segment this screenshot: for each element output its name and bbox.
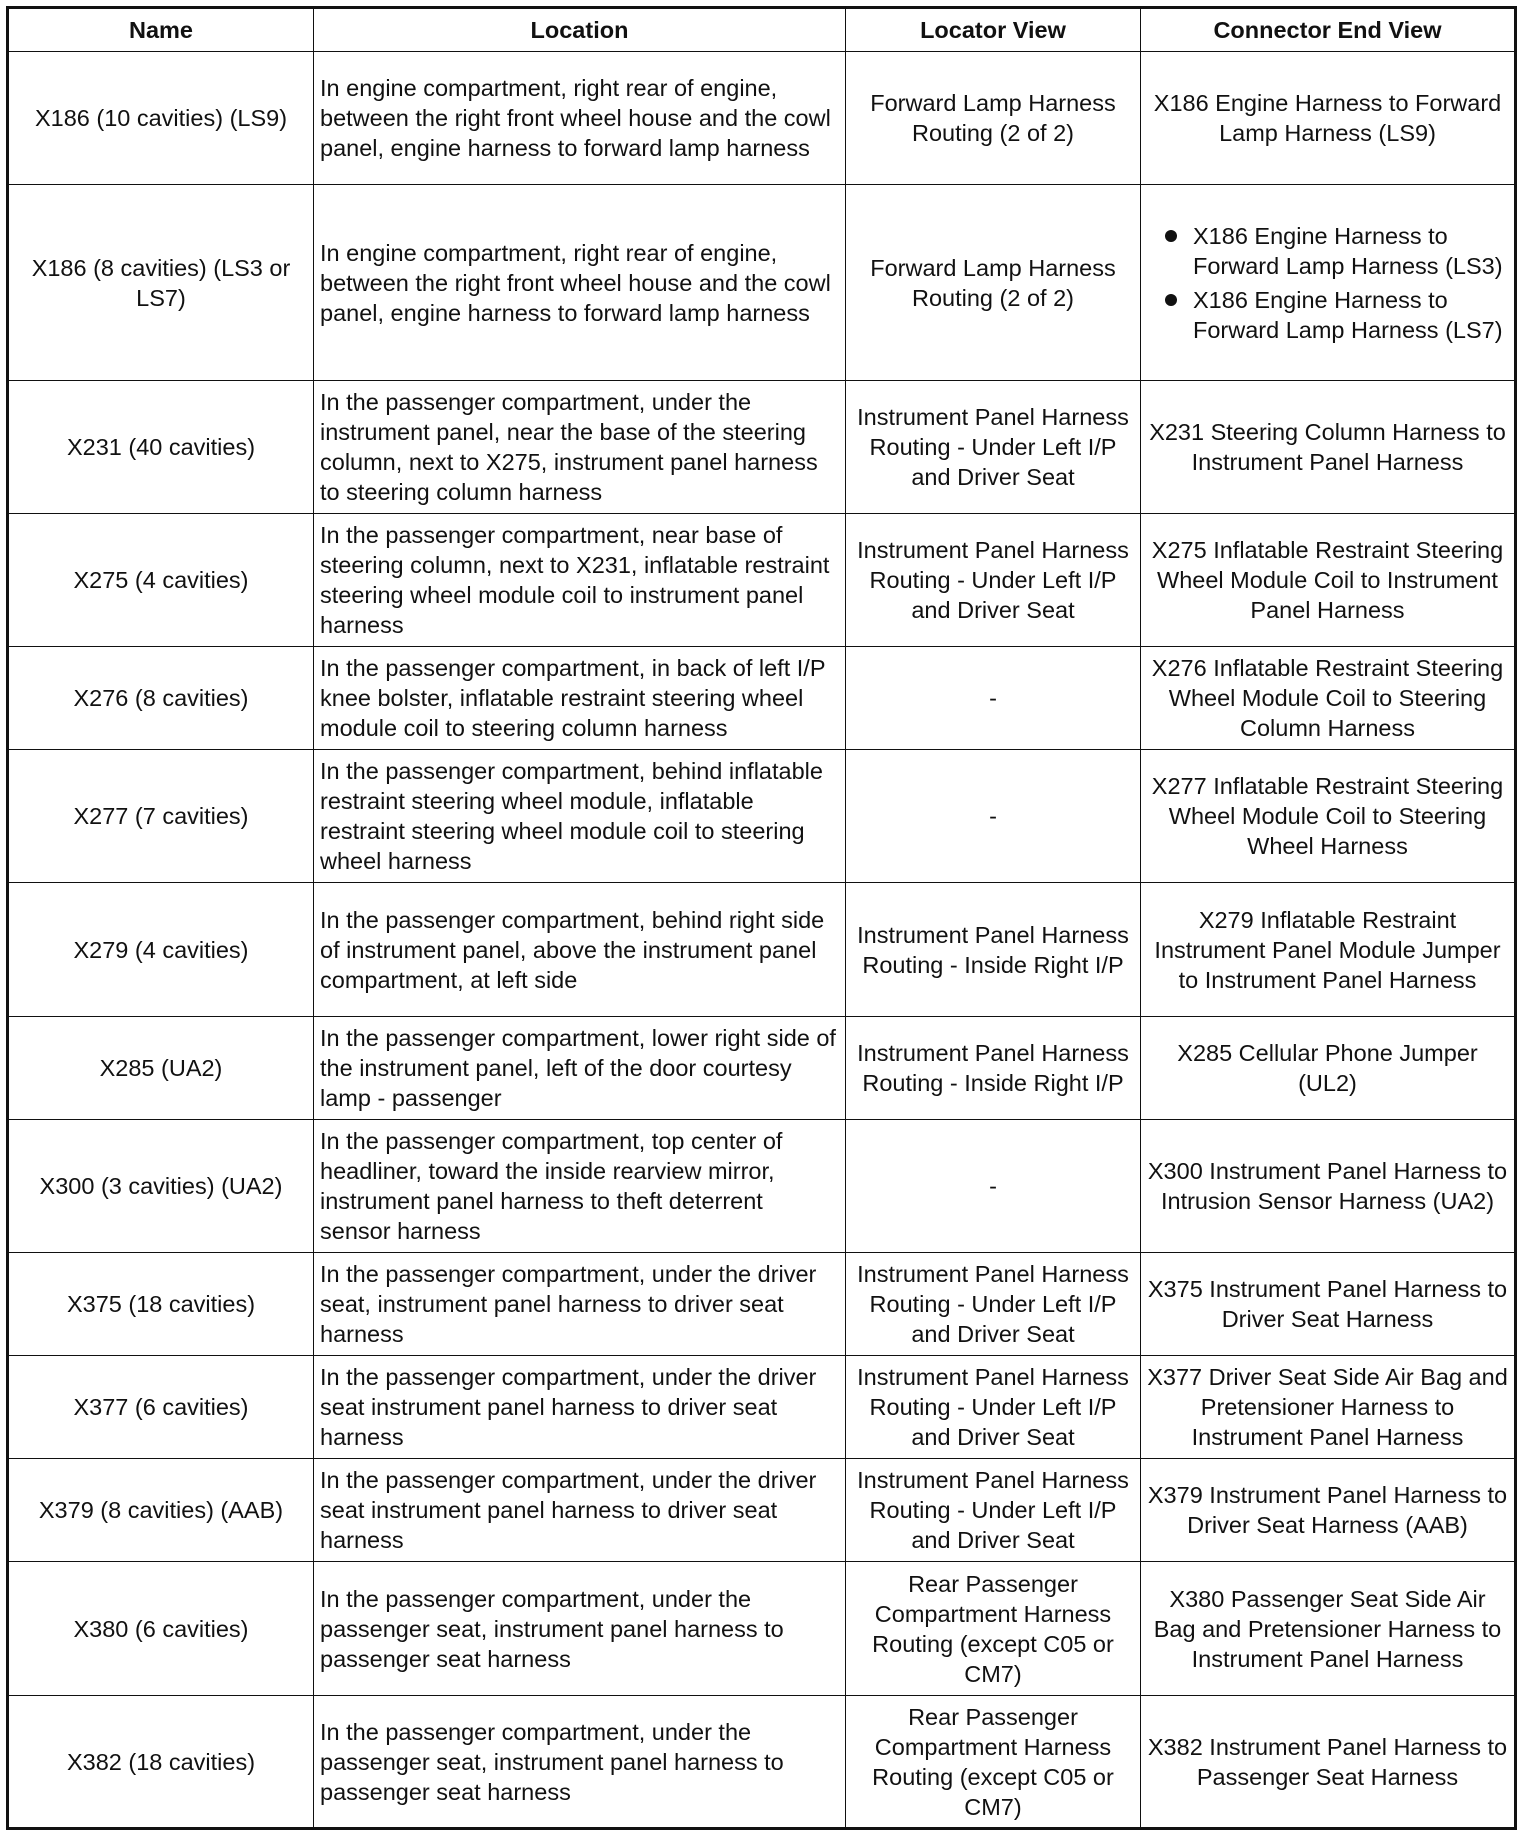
column-header-name: Name [8, 8, 314, 52]
table-row [8, 52, 1516, 185]
connector-end-view: X300 Instrument Panel Harness to Intrusion Sensor Harness (UA2) [1141, 1120, 1516, 1253]
connector-name: X279 (4 cavities) [8, 883, 314, 1017]
table-header-row [8, 8, 1516, 52]
table-row [8, 1562, 1516, 1696]
connector-end-view: X375 Instrument Panel Harness to Driver Seat Harness [1141, 1253, 1516, 1356]
connector-name: X375 (18 cavities) [8, 1253, 314, 1356]
locator-view: Instrument Panel Harness Routing - Inside Right I/P [846, 1017, 1141, 1120]
connector-location: In the passenger compartment, under the driver seat, instrument panel harness to driver seat harness [314, 1253, 846, 1356]
connector-location: In the passenger compartment, lower right side of the instrument panel, left of the door courtesy lamp - passenger [314, 1017, 846, 1120]
connector-end-view: X382 Instrument Panel Harness to Passenger Seat Harness [1141, 1696, 1516, 1829]
connector-end-view: X285 Cellular Phone Jumper (UL2) [1141, 1017, 1516, 1120]
connector-location: In the passenger compartment, under the driver seat instrument panel harness to driver seat harness [314, 1459, 846, 1562]
locator-view: - [846, 750, 1141, 883]
table-row [8, 381, 1516, 514]
connector-end-view: X380 Passenger Seat Side Air Bag and Pretensioner Harness to Instrument Panel Harness [1141, 1562, 1516, 1696]
table-row [8, 883, 1516, 1017]
column-header-locator-view: Locator View [846, 8, 1141, 52]
connector-end-view [1141, 185, 1516, 381]
table-row [8, 1356, 1516, 1459]
connector-location: In the passenger compartment, behind right side of instrument panel, above the instrument panel compartment, at left side [314, 883, 846, 1017]
column-header-location: Location [314, 8, 846, 52]
connector-end-view: X231 Steering Column Harness to Instrument Panel Harness [1141, 381, 1516, 514]
connector-table [6, 6, 1517, 1830]
locator-view: Instrument Panel Harness Routing - Under Left I/P and Driver Seat [846, 514, 1141, 647]
table-row [8, 185, 1516, 381]
connector-name: X275 (4 cavities) [8, 514, 314, 647]
connector-end-view-list [1147, 221, 1508, 345]
connector-location: In the passenger compartment, behind inflatable restraint steering wheel module, inflatable restraint steering wheel module coil to steering wheel harness [314, 750, 846, 883]
list-item [1147, 221, 1508, 281]
connector-end-view: X277 Inflatable Restraint Steering Wheel Module Coil to Steering Wheel Harness [1141, 750, 1516, 883]
locator-view: Rear Passenger Compartment Harness Routing (except C05 or CM7) [846, 1562, 1141, 1696]
table-row [8, 1253, 1516, 1356]
connector-location: In engine compartment, right rear of engine, between the right front wheel house and the cowl panel, engine harness to forward lamp harness [314, 185, 846, 381]
connector-name: X382 (18 cavities) [8, 1696, 314, 1829]
connector-end-view: X377 Driver Seat Side Air Bag and Pretensioner Harness to Instrument Panel Harness [1141, 1356, 1516, 1459]
locator-view: Instrument Panel Harness Routing - Under Left I/P and Driver Seat [846, 1253, 1141, 1356]
table-row [8, 1017, 1516, 1120]
locator-view: Instrument Panel Harness Routing - Inside Right I/P [846, 883, 1141, 1017]
connector-location: In the passenger compartment, under the instrument panel, near the base of the steering column, next to X275, instrument panel harness to steering column harness [314, 381, 846, 514]
connector-location: In the passenger compartment, near base of steering column, next to X231, inflatable restraint steering wheel module coil to instrument panel harness [314, 514, 846, 647]
table-row [8, 1459, 1516, 1562]
table-row [8, 1120, 1516, 1253]
connector-location: In the passenger compartment, top center of headliner, toward the inside rearview mirror, instrument panel harness to theft deterrent sensor harness [314, 1120, 846, 1253]
locator-view: Instrument Panel Harness Routing - Under Left I/P and Driver Seat [846, 381, 1141, 514]
locator-view: Rear Passenger Compartment Harness Routing (except C05 or CM7) [846, 1696, 1141, 1829]
locator-view: Instrument Panel Harness Routing - Under Left I/P and Driver Seat [846, 1459, 1141, 1562]
connector-end-view: X186 Engine Harness to Forward Lamp Harness (LS9) [1141, 52, 1516, 185]
locator-view: - [846, 1120, 1141, 1253]
locator-view: - [846, 647, 1141, 750]
connector-name: X380 (6 cavities) [8, 1562, 314, 1696]
connector-location: In the passenger compartment, under the driver seat instrument panel harness to driver seat harness [314, 1356, 846, 1459]
bullet-icon [1165, 294, 1177, 306]
connector-location: In the passenger compartment, under the passenger seat, instrument panel harness to passenger seat harness [314, 1696, 846, 1829]
connector-end-view: X276 Inflatable Restraint Steering Wheel Module Coil to Steering Column Harness [1141, 647, 1516, 750]
connector-end-view-item: X186 Engine Harness to Forward Lamp Harness (LS3) [1193, 222, 1503, 279]
table-row [8, 1696, 1516, 1829]
bullet-icon [1165, 230, 1177, 242]
table-row [8, 647, 1516, 750]
connector-name: X276 (8 cavities) [8, 647, 314, 750]
connector-name: X300 (3 cavities) (UA2) [8, 1120, 314, 1253]
connector-name: X186 (10 cavities) (LS9) [8, 52, 314, 185]
locator-view: Forward Lamp Harness Routing (2 of 2) [846, 52, 1141, 185]
connector-end-view: X279 Inflatable Restraint Instrument Panel Module Jumper to Instrument Panel Harness [1141, 883, 1516, 1017]
list-item [1147, 285, 1508, 345]
connector-location: In the passenger compartment, in back of left I/P knee bolster, inflatable restraint steering wheel module coil to steering column harness [314, 647, 846, 750]
connector-table-document [6, 6, 1514, 1830]
connector-location: In engine compartment, right rear of engine, between the right front wheel house and the cowl panel, engine harness to forward lamp harness [314, 52, 846, 185]
connector-location: In the passenger compartment, under the passenger seat, instrument panel harness to passenger seat harness [314, 1562, 846, 1696]
connector-name: X277 (7 cavities) [8, 750, 314, 883]
connector-name: X186 (8 cavities) (LS3 or LS7) [8, 185, 314, 381]
locator-view: Forward Lamp Harness Routing (2 of 2) [846, 185, 1141, 381]
connector-name: X231 (40 cavities) [8, 381, 314, 514]
connector-end-view: X275 Inflatable Restraint Steering Wheel Module Coil to Instrument Panel Harness [1141, 514, 1516, 647]
table-row [8, 750, 1516, 883]
locator-view: Instrument Panel Harness Routing - Under Left I/P and Driver Seat [846, 1356, 1141, 1459]
table-row [8, 514, 1516, 647]
connector-name: X285 (UA2) [8, 1017, 314, 1120]
connector-end-view-item: X186 Engine Harness to Forward Lamp Harness (LS7) [1193, 286, 1503, 343]
column-header-connector-end-view: Connector End View [1141, 8, 1516, 52]
connector-name: X377 (6 cavities) [8, 1356, 314, 1459]
connector-name: X379 (8 cavities) (AAB) [8, 1459, 314, 1562]
connector-end-view: X379 Instrument Panel Harness to Driver Seat Harness (AAB) [1141, 1459, 1516, 1562]
